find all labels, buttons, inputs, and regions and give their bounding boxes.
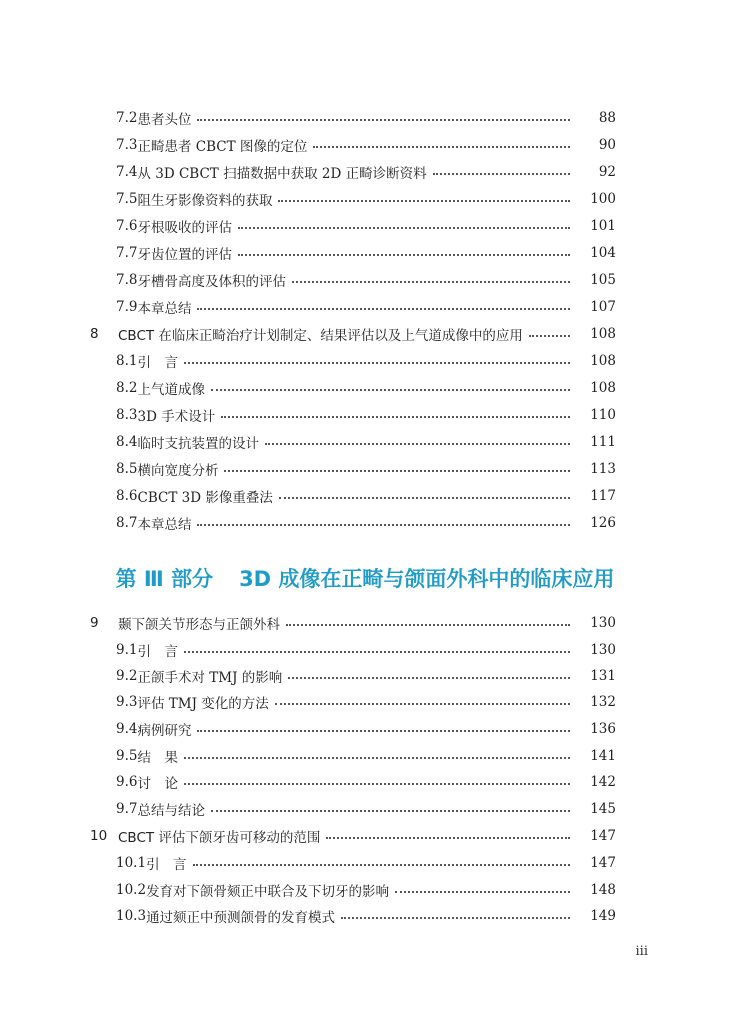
- leader-dots: [288, 677, 570, 679]
- leader-dots: [197, 119, 570, 121]
- leader-dots: [292, 281, 570, 283]
- leader-dots: [278, 200, 570, 202]
- leader-dots: [395, 891, 570, 893]
- toc-entry[interactable]: 8.4 临时支抗装置的设计 111: [116, 434, 616, 452]
- toc-entry[interactable]: 8.2 上气道成像 108: [116, 380, 616, 398]
- toc-entry[interactable]: 7.6 牙根吸收的评估 101: [116, 218, 616, 236]
- leader-dots: [265, 443, 570, 445]
- leader-dots: [529, 335, 570, 337]
- part-label: 第 Ⅲ 部分: [115, 567, 214, 591]
- leader-dots: [211, 810, 570, 812]
- toc-entry[interactable]: 9.3 评估 TMJ 变化的方法 132: [116, 694, 616, 712]
- toc-entry[interactable]: 8.6 CBCT 3D 影像重叠法 117: [116, 488, 616, 506]
- toc-entry[interactable]: 9.2 正颌手术对 TMJ 的影响 131: [116, 668, 616, 686]
- leader-dots: [184, 651, 570, 653]
- part-title-text: 3D 成像在正畸与颌面外科中的临床应用: [239, 567, 615, 591]
- leader-dots: [184, 757, 570, 759]
- toc-entry[interactable]: 8.7 本章总结 126: [116, 515, 616, 533]
- toc-entry[interactable]: 10.2 发育对下颌骨颏正中联合及下切牙的影响 148: [116, 882, 616, 900]
- leader-dots: [433, 173, 570, 175]
- leader-dots: [341, 917, 570, 919]
- leader-dots: [211, 389, 570, 391]
- toc-entry[interactable]: 7.9 本章总结 107: [116, 299, 616, 317]
- toc-entry[interactable]: 7.8 牙槽骨高度及体积的评估 105: [116, 272, 616, 290]
- leader-dots: [184, 362, 570, 364]
- toc-entry[interactable]: 8.1 引 言 108: [116, 353, 616, 371]
- leader-dots: [197, 524, 570, 526]
- leader-dots: [197, 308, 570, 310]
- leader-dots: [313, 146, 570, 148]
- toc-entry[interactable]: 7.4 从 3D CBCT 扫描数据中获取 2D 正畸诊断资料 92: [116, 164, 616, 182]
- leader-dots: [197, 730, 570, 732]
- toc-entry[interactable]: 9.5 结 果 141: [116, 748, 616, 766]
- page-number: iii: [635, 944, 648, 959]
- toc-entry[interactable]: 7.3 正畸患者 CBCT 图像的定位 90: [116, 137, 616, 155]
- toc-entry[interactable]: 10.1 引 言 147: [116, 855, 616, 873]
- leader-dots: [279, 497, 570, 499]
- toc-entry[interactable]: 9.4 病例研究 136: [116, 721, 616, 739]
- leader-dots: [238, 254, 570, 256]
- toc-entry[interactable]: 7.5 阻生牙影像资料的获取 100: [116, 191, 616, 209]
- leader-dots: [286, 624, 570, 626]
- toc-entry[interactable]: 9.6 讨 论 142: [116, 774, 616, 792]
- leader-dots: [224, 470, 570, 472]
- toc-entry[interactable]: 7.7 牙齿位置的评估 104: [116, 245, 616, 263]
- toc-entry[interactable]: 8.5 横向宽度分析 113: [116, 461, 616, 479]
- leader-dots: [275, 703, 570, 705]
- toc-entry[interactable]: 7.2 患者头位 88: [116, 110, 616, 128]
- toc-chapter-9[interactable]: 9 颞下颌关节形态与正颌外科 130: [90, 615, 616, 633]
- part-heading: [0, 563, 730, 593]
- toc-chapter-10[interactable]: 10 CBCT 评估下颌牙齿可移动的范围 147: [90, 828, 616, 846]
- leader-dots: [238, 227, 570, 229]
- toc-entry[interactable]: 9.1 引 言 130: [116, 642, 616, 660]
- leader-dots: [221, 416, 570, 418]
- toc-chapter-8[interactable]: 8 CBCT 在临床正畸治疗计划制定、结果评估以及上气道成像中的应用 108: [90, 326, 616, 344]
- leader-dots: [326, 837, 570, 839]
- leader-dots: [193, 864, 570, 866]
- toc-entry[interactable]: 8.3 3D 手术设计 110: [116, 407, 616, 425]
- leader-dots: [184, 783, 570, 785]
- toc-entry[interactable]: 9.7 总结与结论 145: [116, 801, 616, 819]
- toc-entry[interactable]: 10.3 通过颏正中预测颌骨的发育模式 149: [116, 908, 616, 926]
